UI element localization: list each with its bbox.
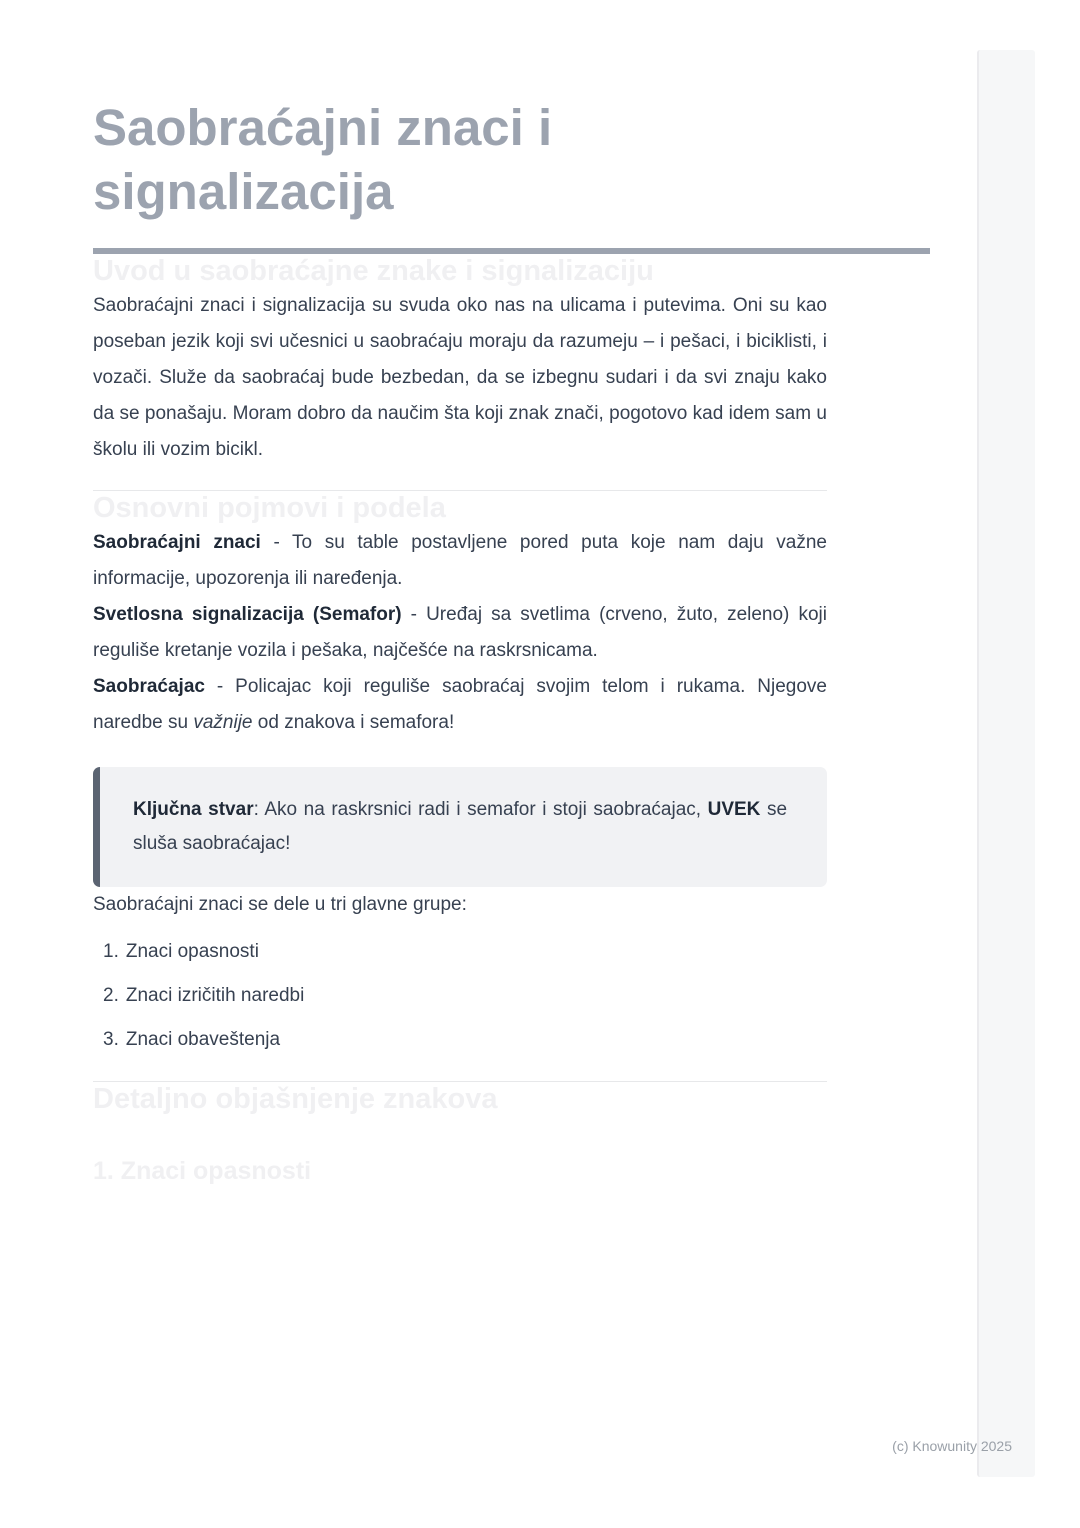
- document-content: [93, 0, 827, 1186]
- section-heading-details: Detaljno objašnjenje znakova: [93, 1083, 498, 1115]
- definition-emphasis: važnije: [193, 712, 253, 733]
- definition-svetlosna-signalizacija: [93, 597, 827, 669]
- definition-separator: -: [260, 532, 293, 553]
- list-item-label: Znaci opasnosti: [125, 941, 259, 962]
- sign-groups-list: [93, 939, 827, 1053]
- definition-text: od znakova i semafora!: [252, 712, 455, 733]
- list-item: [103, 939, 827, 965]
- scrollbar-track[interactable]: [977, 50, 1035, 1477]
- list-item-marker: 1.: [103, 941, 119, 962]
- definition-saobracajac: [93, 669, 827, 741]
- definition-term: Saobraćajni znaci: [93, 532, 261, 553]
- definition-term: Svetlosna signalizacija (Semafor): [93, 604, 402, 625]
- definition-separator: -: [401, 604, 427, 625]
- list-item-marker: 3.: [103, 1029, 119, 1050]
- list-item-label: Znaci obaveštenja: [125, 1029, 281, 1050]
- groups-intro-paragraph: Saobraćajni znaci se dele u tri glavne grupe:: [93, 894, 467, 915]
- key-point-text: [133, 793, 787, 861]
- list-item: [103, 983, 827, 1009]
- list-item-marker: 2.: [103, 985, 119, 1006]
- definition-text: Uređaj sa svetlima (crveno, žuto, zeleno) koji reguliše kretanje vozila i pešaka, najčešće na raskrsnicama.: [93, 604, 827, 661]
- key-point-body: Ako na raskrsnici radi i semafor i stoji saobraćajac,: [264, 799, 708, 820]
- definition-text: Policajac koji reguliše saobraćaj svojim telom i rukama. Njegove naredbe su: [93, 676, 827, 733]
- copyright-notice: (c) Knowunity 2025: [892, 1438, 1012, 1454]
- key-point-colon: :: [253, 799, 265, 820]
- section-heading-terms: Osnovni pojmovi i podela: [93, 492, 446, 524]
- subsection-heading-znaci-opasnosti: 1. Znaci opasnosti: [93, 1157, 312, 1185]
- key-point-label: Ključna stvar: [133, 799, 254, 820]
- definition-term: Saobraćajac: [93, 676, 205, 697]
- definition-text: To su table postavljene pored puta koje nam daju važne informacije, upozorenja ili naređenja.: [93, 532, 827, 589]
- list-item-label: Znaci izričitih naredbi: [125, 985, 305, 1006]
- list-item: [103, 1027, 827, 1053]
- key-point-body-end: se sluša saobraćajac!: [133, 799, 788, 854]
- intro-paragraph: Saobraćajni znaci i signalizacija su svuda oko nas na ulicama i putevima. Oni su kao poseban jezik koji svi učesnici u saobraćaju moraju da razumeju – i pešaci, i biciklisti, i vozači. Služe da saobraćaj bude bezbedan, da se izbegnu sudari i da svi znaju kako da se ponašaju. Moram dobro da naučim šta koji znak znači, pogotovo kad idem sam u školu ili vozim bicikl.: [93, 295, 827, 460]
- key-point-callout: [93, 767, 827, 887]
- section-heading-intro: Uvod u saobraćajne znake i signalizaciju: [93, 255, 654, 287]
- key-point-emphasis: UVEK: [707, 799, 761, 820]
- page-title: Saobraćajni znaci i signalizacija: [93, 99, 553, 220]
- definition-separator: -: [204, 676, 236, 697]
- definition-saobracajni-znaci: [93, 525, 827, 597]
